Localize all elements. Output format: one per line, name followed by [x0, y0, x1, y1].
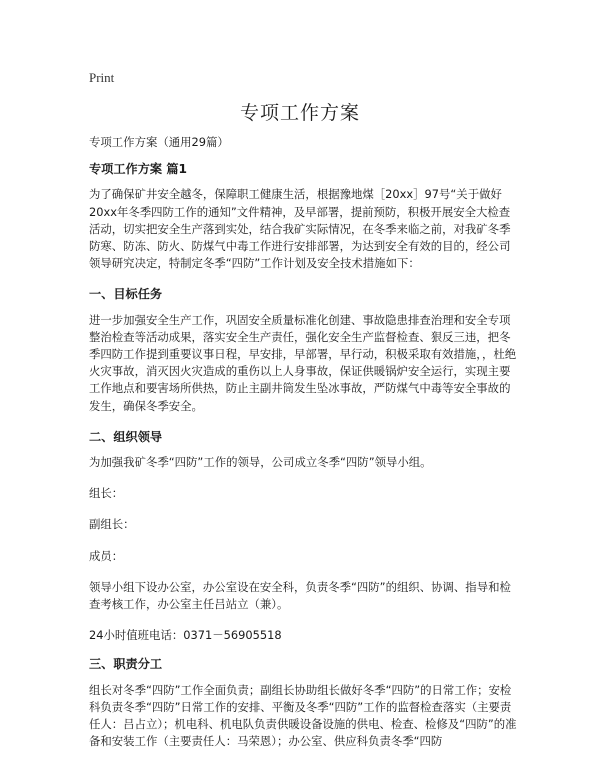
document-body [89, 134, 517, 764]
intro-paragraph: 为了确保矿井安全越冬，保障职工健康生活，根据豫地煤［20xx］97号“关于做好20xx年冬季四防工作的通知”文件精神，及早部署，提前预防，积极开展安全大检查活动，切实把安全生产落到实处，结合我矿实际情况，在冬季来临之前，对我矿冬季防寒、防冻、防火、防煤气中毒工作进行安排部署，为达到安全有效的目的，经公司领导研究决定，特制定冬季“四防”工作计划及安全技术措施如下： [89, 187, 511, 271]
deputy-leader-field: 副组长： [89, 517, 135, 532]
section-heading-duties: 三、职责分工 [89, 657, 163, 672]
members-field: 成员： [89, 548, 124, 563]
goals-paragraph: 进一步加强安全生产工作，巩固安全质量标准化创建、事故隐患排查治理和安全专项整治检查等活动成果，落实安全生产责任，强化安全生产监督检查、狠反三违，把冬季四防工作提到重要议事日程，早安排，早部署，早行动，积极采取有效措施，，杜绝火灾事故，消灭因火灾造成的重伤以上人身事故，保证供暖锅炉安全运行，实现主要工作地点和要害场所供热，防止主副井筒发生坠冰事故，严防煤气中毒等安全事故的发生，确保冬季安全。 [89, 312, 517, 413]
duties-paragraph: 组长对冬季“四防”工作全面负责；副组长协助组长做好冬季“四防”的日常工作；安检科负责冬季“四防”日常工作的安排、平衡及冬季“四防”工作的监督检查落实（主要责任人：吕占立）；机电科、机电队负责供暖设备设施的供电、检查、检修及“四防”的准备和安装工作（主要责任人：马荣恩）；办公室、供应科负责冬季“四防 [89, 682, 517, 749]
hotline-paragraph: 24小时值班电话：0371－56905518 [89, 628, 282, 643]
section-heading-goals: 一、目标任务 [89, 287, 163, 302]
page-title: 专项工作方案 [239, 102, 360, 124]
print-label: Print [89, 70, 115, 85]
leadership-paragraph: 为加强我矿冬季“四防”工作的领导，公司成立冬季“四防”领导小组。 [89, 455, 432, 470]
article-heading: 专项工作方案 篇1 [89, 162, 188, 177]
leader-field: 组长： [89, 486, 124, 501]
document-subtitle: 专项工作方案（通用29篇） [89, 135, 229, 149]
office-paragraph: 领导小组下设办公室，办公室设在安全科，负责冬季“四防”的组织、协调、指导和检查考核工作，办公室主任吕站立（兼）。 [89, 579, 511, 612]
section-heading-leadership: 二、组织领导 [89, 429, 163, 444]
